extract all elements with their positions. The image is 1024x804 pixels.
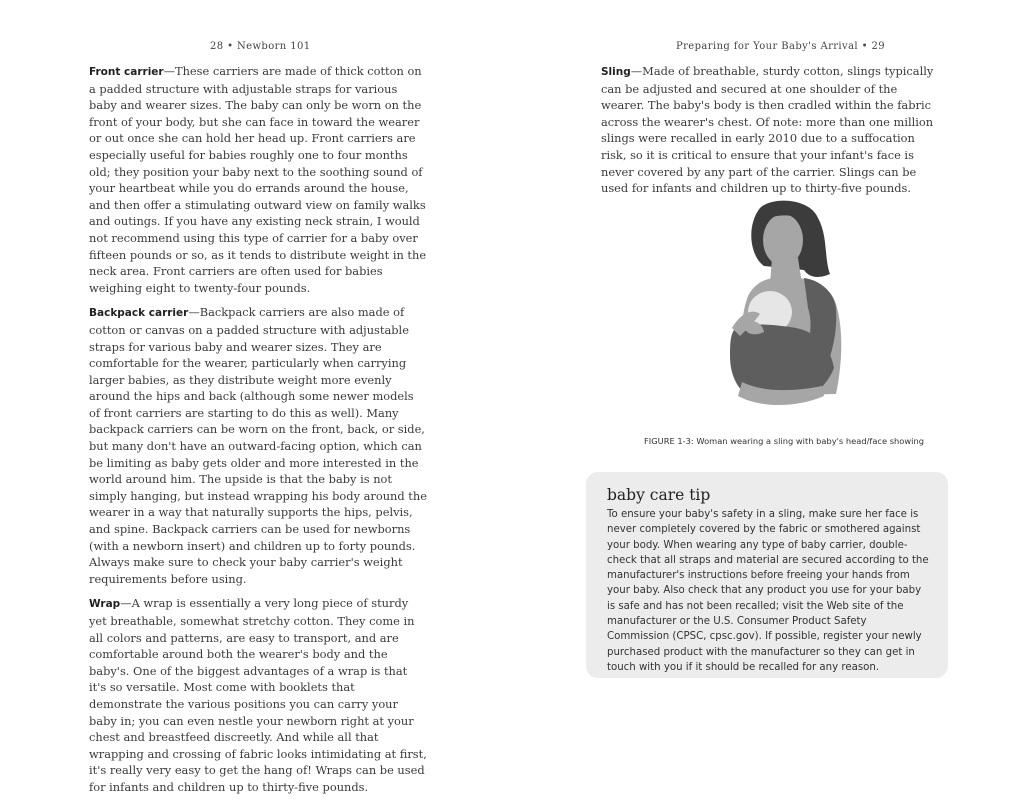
paragraph-backpack-carrier <box>89 304 427 587</box>
tip-text: To ensure your baby's safety in a sling, make sure her face is never completely covered by the fabric or smothered against your body. When wearing any type of baby carrier, double-check that all straps and material are secured according to the manufacturer's instructions before freeing your hands from your baby. Also check that any product you use for your baby is safe and has not been recalled; visit the Web site of the manufacturer or the U.S. Consumer Product Safety Commission (CPSC, cpsc.gov). If possible, register your newly purchased product with the manufacturer so they can get in touch with you if it should be recalled for any reason. <box>607 509 929 673</box>
paragraph-sling <box>601 63 939 197</box>
term-front-carrier: Front carrier <box>89 66 164 78</box>
paragraph-front-carrier <box>89 63 427 296</box>
face-shape <box>763 214 803 266</box>
text-wrap: —A wrap is essentially a very long piece of sturdy yet breathable, somewhat stretchy cotton. They come in all colors and patterns, are easy to transport, and are comfortable around both the wearer's body and the baby's. One of the biggest advantages of a wrap is that it's so versatile. Most come with booklets that demonstrate the various positions you can carry your baby in; you can even nestle your newborn right at your chest and breastfeed discreetly. And while all that wrapping and crossing of fabric looks intimidating at first, it's really very easy to get the hang of! Wraps can be used for infants and children up to thirty-five pounds. <box>89 596 427 794</box>
text-backpack-carrier: —Backpack carriers are also made of cotton or canvas on a padded structure with adjustable straps for various baby and wearer sizes. They are comfortable for the wearer, particularly when carrying larger babies, as they distribute weight more evenly around the hips and back (although some newer models of front carriers are starting to do this as well). Many backpack carriers can be worn on the front, back, or side, but many don't have an outward-facing option, which can be limiting as baby gets older and more interested in the world around him. The upside is that the baby is not simply hanging, but instead wrapping his body around the wearer in a way that naturally supports the hips, pelvis, and spine. Backpack carriers can be used for newborns (with a newborn insert) and children up to forty pounds. Always make sure to check your baby carrier's weight requirements before using. <box>89 305 427 586</box>
term-backpack-carrier: Backpack carrier <box>89 307 189 320</box>
figure-caption: FIGURE 1-3: Woman wearing a sling with baby's head/face showing <box>644 436 924 446</box>
left-page <box>0 0 512 794</box>
baby-care-tip-box <box>586 472 948 678</box>
term-sling: Sling <box>601 66 631 78</box>
text-sling: —Made of breathable, sturdy cotton, slings typically can be adjusted and secured at one shoulder of the wearer. The baby's body is then cradled within the fabric across the wearer's chest. Of note: more than one million slings were recalled in early 2010 due to a suffocation risk, so it is critical to ensure that your infant's face is never covered by any part of the carrier. Slings can be used for infants and children up to thirty-five pounds. <box>601 64 934 196</box>
sling-illustration <box>712 196 852 422</box>
running-head-right: Preparing for Your Baby's Arrival • 29 <box>676 41 886 52</box>
term-wrap: Wrap <box>89 598 121 611</box>
text-front-carrier: —These carriers are made of thick cotton on a padded structure with adjustable straps for various baby and wearer sizes. The baby can only be worn on the front of your body, but she can face in toward the wearer or out once she can hold her head up. Front carriers are especially useful for babies roughly one to four months old; they position your baby next to the soothing sound of your heartbeat while you do errands around the house, and then offer a stimulating outward view on family walks and outings. If you have any existing neck strain, I would not recommend using this type of carrier for a baby over fifteen pounds or so, as it tends to distribute weight in the neck area. Front carriers are often used for babies weighing eight to twenty-four pounds. <box>89 64 427 295</box>
running-head-left: 28 • Newborn 101 <box>210 41 311 52</box>
right-page <box>512 0 1024 768</box>
left-body-text <box>89 63 427 804</box>
paragraph-wrap <box>89 595 427 795</box>
right-body-text <box>601 63 939 205</box>
tip-title: baby care tip <box>607 486 711 504</box>
woman-with-baby-sling-image <box>712 196 852 422</box>
